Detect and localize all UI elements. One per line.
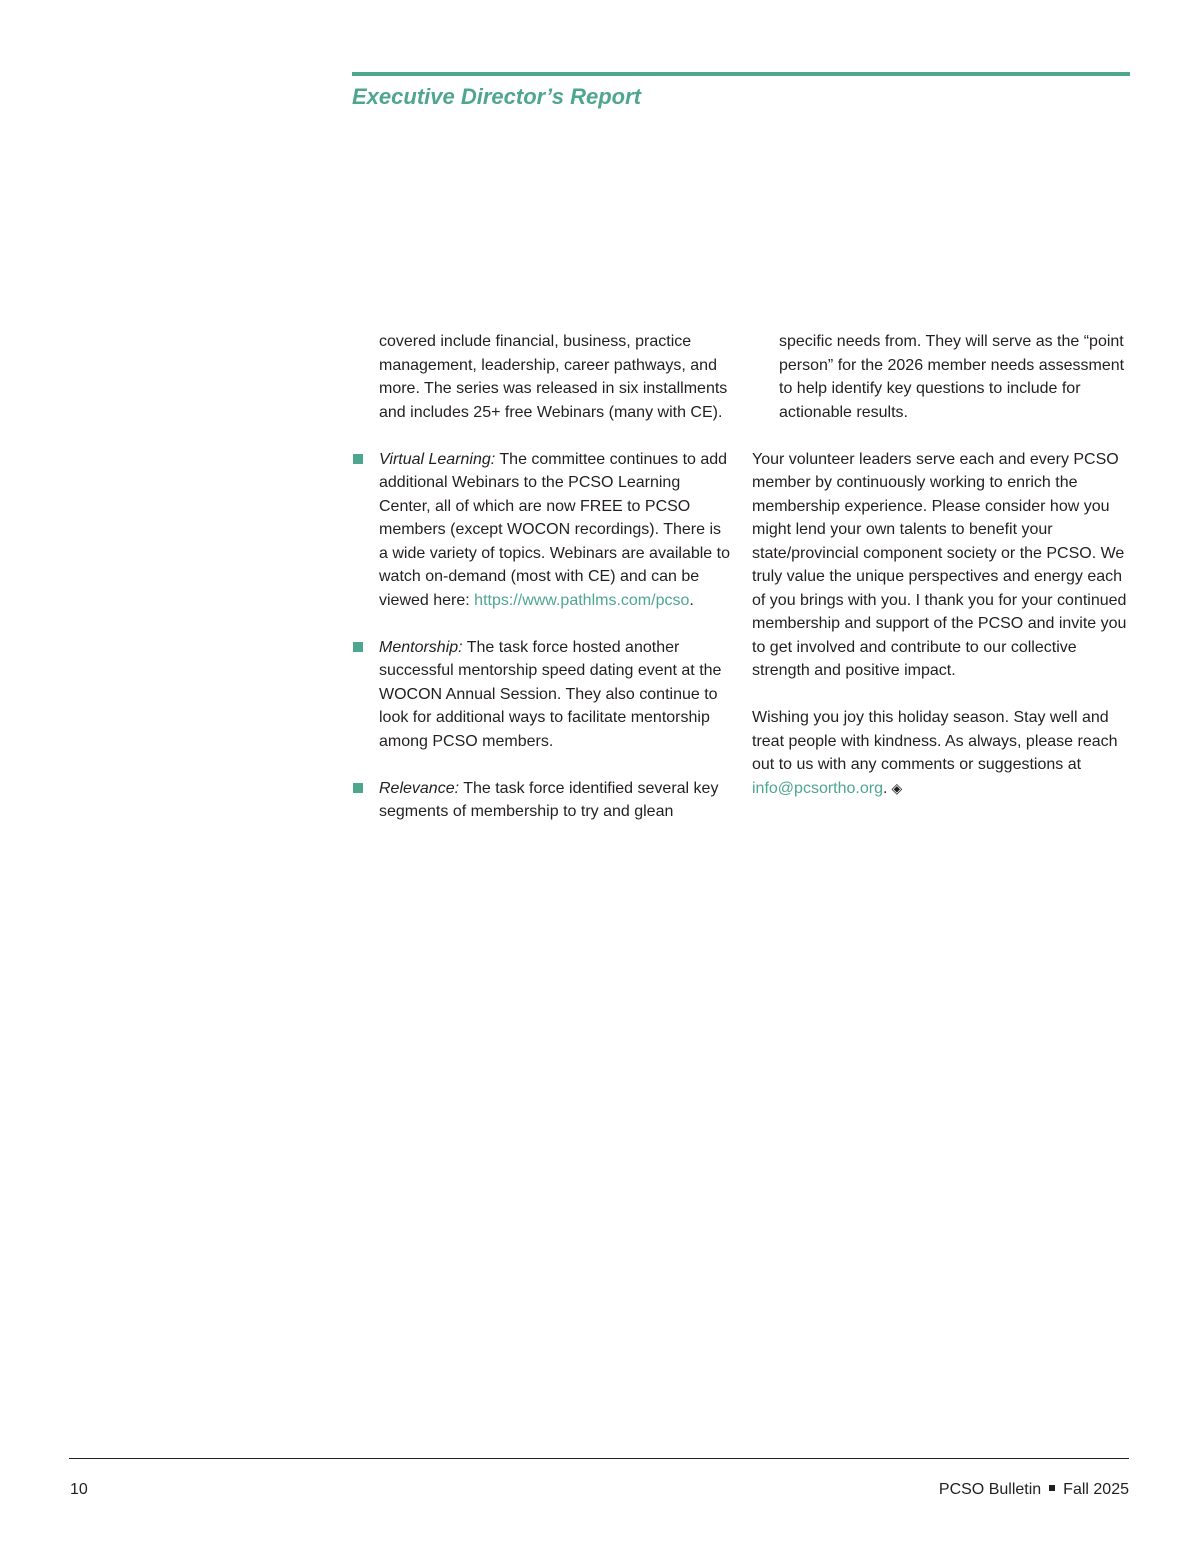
bullet-punctuation: . [689,591,694,609]
bullet-square-icon [353,454,363,464]
right-continuation-paragraph: specific needs from. They will serve as the “point person” for the 2026 member needs assessment to help identify key questions to include for actionable results. [779,333,1125,421]
publication-name: PCSO Bulletin [938,1481,1042,1498]
bullet-text: The committee continues to add additional Webinars to the PCSO Learning Center, all of which are now FREE to PCSO members (except WOCON recordings). There is a wide variety of topics. Webinars are available to watch on-demand (most with CE) and can be viewed here: [379,450,730,609]
section-title: Executive Director’s Report [352,84,641,109]
bullet-virtual-learning [352,448,732,613]
bullet-text: The task force hosted another successful mentorship speed dating event at the WOCON Annual Session. They also continue to look for additional ways to facilitate mentorship among PCSO members. [379,638,722,750]
bullet-term: Virtual Learning: [379,450,496,468]
bullet-square-icon [353,642,363,652]
footer-publication [939,1481,1129,1499]
pathlms-link[interactable]: https://www.pathlms.com/pcso [474,591,690,609]
closing-text: Wishing you joy this holiday season. Stay well and treat people with kindness. As always, please reach out to us with any comments or suggestions at [752,709,1118,773]
volunteer-leaders-paragraph: Your volunteer leaders serve each and every PCSO member by continuously working to enrich the membership experience. Please consider how you might lend your own talents to benefit your state/provincial component society or the PCSO. We truly value the unique perspectives and energy each of you brings with you. I thank you for your continued membership and support of the PCSO and invite you to get involved and contribute to our collective strength and positive impact. [752,450,1127,679]
page-number: 10 [70,1481,88,1498]
left-intro-paragraph: covered include financial, business, practice management, leadership, career pathways, and more. The series was released in six installments and includes 25+ free Webinars (many with CE). [379,333,728,421]
left-column [352,330,732,847]
closing-punctuation: . [882,779,888,797]
bullet-text: The task force identified several key segments of membership to try and glean [379,779,719,820]
header-rule [352,72,1130,76]
right-column [752,330,1132,824]
separator-square-icon [1049,1485,1055,1491]
footer-rule [69,1458,1129,1459]
bullet-relevance [352,777,732,824]
bullet-mentorship [352,636,732,754]
bullet-term: Mentorship: [379,638,463,656]
closing-paragraph [752,706,1132,800]
end-mark-icon: ◈ [891,779,903,796]
bullet-term: Relevance: [379,779,460,797]
issue-name: Fall 2025 [1063,1481,1129,1498]
bullet-square-icon [353,783,363,793]
email-link[interactable]: info@pcsortho.org [752,779,883,797]
